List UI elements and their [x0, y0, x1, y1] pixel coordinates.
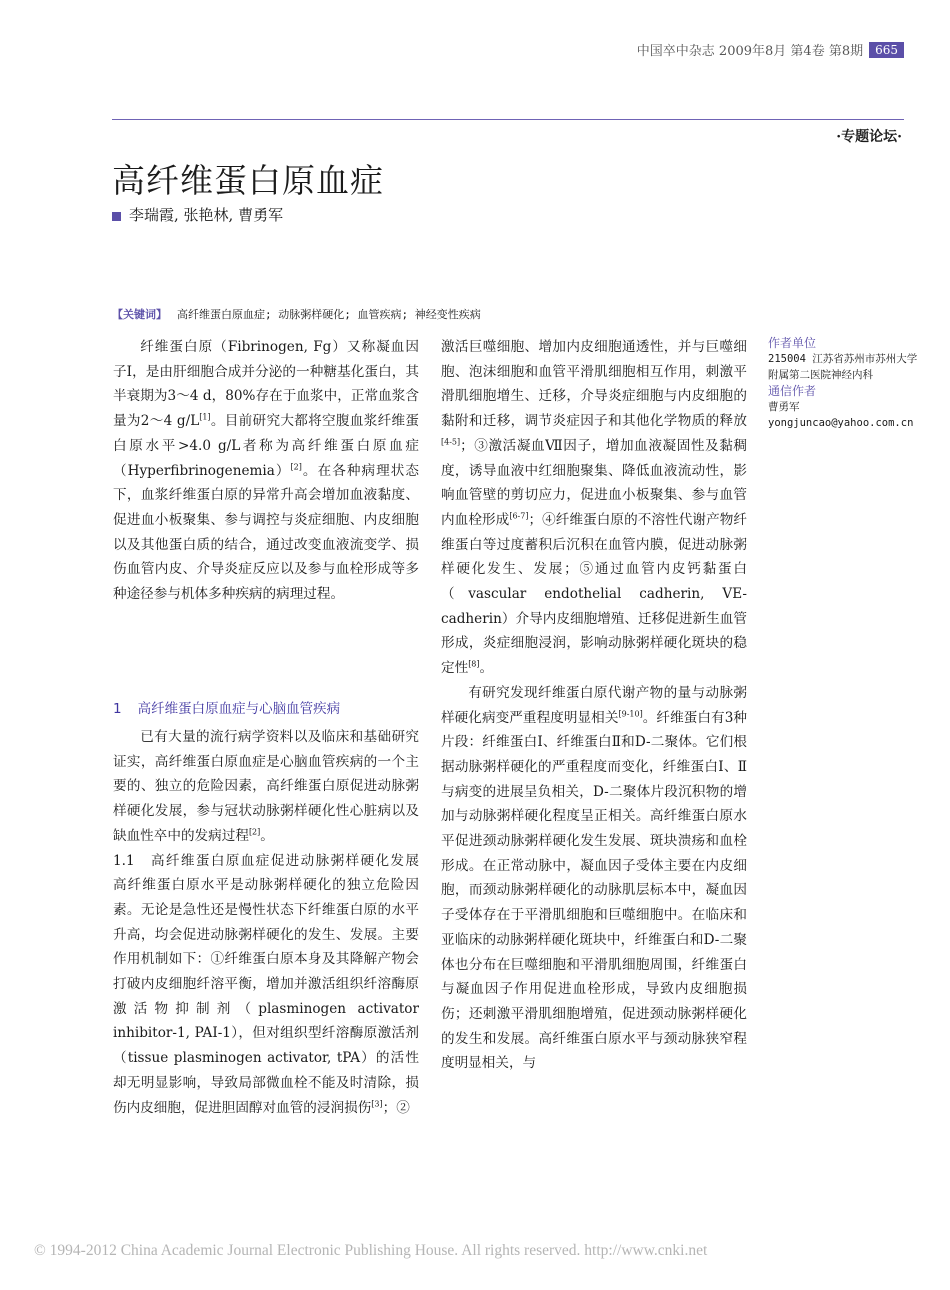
column-1-intro: [113, 335, 419, 607]
copyright-footer: © 1994-2012 China Academic Journal Electronic Publishing House. All rights reserved. http://www.cnki.net: [34, 1242, 708, 1259]
paragraph: [441, 335, 747, 681]
citation-ref: [9-10]: [618, 709, 643, 719]
text-run: 激活巨噬细胞、增加内皮细胞通透性，并与巨噬细胞、泡沫细胞和血管平滑肌细胞相互作用，刺激平滑肌细胞增生、迁移，介导炎症细胞与内皮细胞的黏附和迁移，调节炎症因子和其他化学物质的释放: [441, 339, 747, 430]
square-bullet-icon: [112, 212, 121, 221]
text-run: 。在各种病理状态下，血浆纤维蛋白原的异常升高会增加血液黏度、促进血小板聚集、参与调控与炎症细胞、内皮细胞以及其他蛋白质的结合，通过改变血液流变学、损伤血管内皮、介导炎症反应以及参与血栓形成等多种途径参与机体多种疾病的病理过程。: [113, 462, 419, 603]
corresponding-label: 通信作者: [768, 384, 817, 398]
text-run: 1.1 高纤维蛋白原血症促进动脉粥样硬化发展 高纤维蛋白原水平是动脉粥样硬化的独立危险因素。无论是急性还是慢性状态下纤维蛋白原的水平升高，均会促进动脉粥样硬化的发生、发展。主要作用机制如下：①纤维蛋白原本身及其降解产物会打破内皮细胞纤溶平衡，增加并激活组织纤溶酶原激活物抑制剂（plasminogen activator inhibitor-1, PAI-1），但对组织型纤溶酶原激活剂（tissue plasminogen activator, tPA）的活性却无明显影响，导致局部微血栓不能及时清除，损伤内皮细胞，促进胆固醇对血管的浸润损伤: [113, 852, 433, 1116]
page-number: 665: [869, 42, 904, 58]
citation-ref: [8]: [468, 659, 480, 669]
text-run: 已有大量的流行病学资料以及临床和基础研究证实，高纤维蛋白原血症是心脑血管疾病的一个主要的、独立的危险因素，高纤维蛋白原促进动脉粥样硬化发展，参与冠状动脉粥样硬化性心脏病以及缺血性卒中的发病过程: [113, 729, 419, 844]
keywords: [112, 306, 481, 322]
citation-ref: [4-5]: [441, 437, 461, 447]
text-run: ；④纤维蛋白原的不溶性代谢产物纤维蛋白等过度蓄积后沉积在血管内膜，促进动脉粥样硬化发生、发展；⑤通过血管内皮钙黏蛋白（vascular endothelial cadherin, VE-cadherin）介导内皮细胞增殖、迁移促进新生血管形成，炎症细胞浸润，影响动脉粥样硬化斑块的稳定性: [441, 511, 748, 677]
text-run: 。纤维蛋白有3种片段：纤维蛋白Ⅰ、纤维蛋白Ⅱ和D-二聚体。它们根据动脉粥样硬化的严重程度而变化，纤维蛋白Ⅰ、Ⅱ与病变的进展呈负相关，D-二聚体片段沉积物的增加与动脉粥样硬化程度呈正相关。高纤维蛋白原水平促进颈动脉粥样硬化发生发展、斑块溃疡和血栓形成。在正常动脉中，凝血因子受体主要在内皮细胞，而颈动脉粥样硬化的动脉肌层标本中，凝血因子受体存在于平滑肌细胞和巨噬细胞中。在临床和亚临床的动脉粥样硬化斑块中，纤维蛋白和D-二聚体也分布在巨噬细胞和平滑肌细胞周围，纤维蛋白与凝血因子作用促进血栓形成，导致内皮细胞损伤；还刺激平滑肌细胞增殖，促进颈动脉粥样硬化的发生和发展。高纤维蛋白原水平与颈动脉狭窄程度明显相关，与: [441, 709, 747, 1072]
text-run: 。: [479, 660, 494, 677]
section-heading: [113, 697, 340, 717]
text-run: 。: [260, 827, 274, 844]
paragraph: [113, 335, 419, 607]
column-2-body: [441, 335, 747, 1076]
section-label: ·专题论坛·: [836, 129, 902, 145]
citation-ref: [3]: [371, 1099, 383, 1109]
citation-ref: [1]: [199, 412, 211, 422]
article-title: 高纤维蛋白原血症: [112, 161, 384, 200]
keywords-label: 【关键词】: [112, 308, 167, 321]
section-number: 1: [113, 701, 122, 717]
author-unit: 215004 江苏省苏州市苏州大学附属第二医院神经内科: [768, 353, 918, 381]
paragraph: [113, 849, 433, 1121]
paragraph: [113, 725, 419, 849]
paragraph: [441, 681, 747, 1076]
text-run: 纤维蛋白原（Fibrinogen, Fg）又称凝血因子Ⅰ，是由肝细胞合成并分泌的一种糖基化蛋白，其半衰期为3～4 d，80%存在于血浆中，正常血浆含量为2～4 g/L: [113, 339, 419, 430]
text-run: ；②: [382, 1099, 410, 1116]
corresponding-name: 曹勇军: [768, 401, 800, 413]
corresponding-email: yongjuncao@yahoo.com.cn: [768, 417, 914, 429]
journal-info: 中国卒中杂志 2009年8月 第4卷 第8期: [636, 44, 864, 59]
header-rule: [112, 119, 904, 120]
author-line: [112, 204, 283, 225]
keywords-text: 高纤维蛋白原血症; 动脉粥样硬化; 血管疾病; 神经变性疾病: [177, 308, 481, 321]
section-title: 高纤维蛋白原血症与心脑血管疾病: [137, 701, 341, 717]
citation-ref: [2]: [248, 827, 261, 837]
author-info-sidebar: [768, 335, 918, 431]
citation-ref: [6-7]: [509, 511, 529, 521]
authors: 李瑞霞, 张艳林, 曹勇军: [129, 206, 284, 224]
text-run: ；③激活凝血Ⅶ因子，增加血液凝固性及黏稠度，诱导血液中红细胞聚集、降低血液流动性，影响血管壁的剪切应力，促进血小板聚集、参与血管内血栓形成: [441, 437, 747, 528]
text-run: 有研究发现纤维蛋白原代谢产物的量与动脉粥样硬化病变严重程度明显相关: [441, 684, 747, 726]
author-unit-label: 作者单位: [768, 336, 817, 350]
column-1-body: [113, 725, 433, 1120]
text-run: 。目前研究大都将空腹血浆纤维蛋白原水平>4.0 g/L者称为高纤维蛋白原血症（Hyperfibrinogenemia）: [113, 413, 419, 479]
running-header: [637, 40, 904, 59]
citation-ref: [2]: [290, 461, 302, 471]
